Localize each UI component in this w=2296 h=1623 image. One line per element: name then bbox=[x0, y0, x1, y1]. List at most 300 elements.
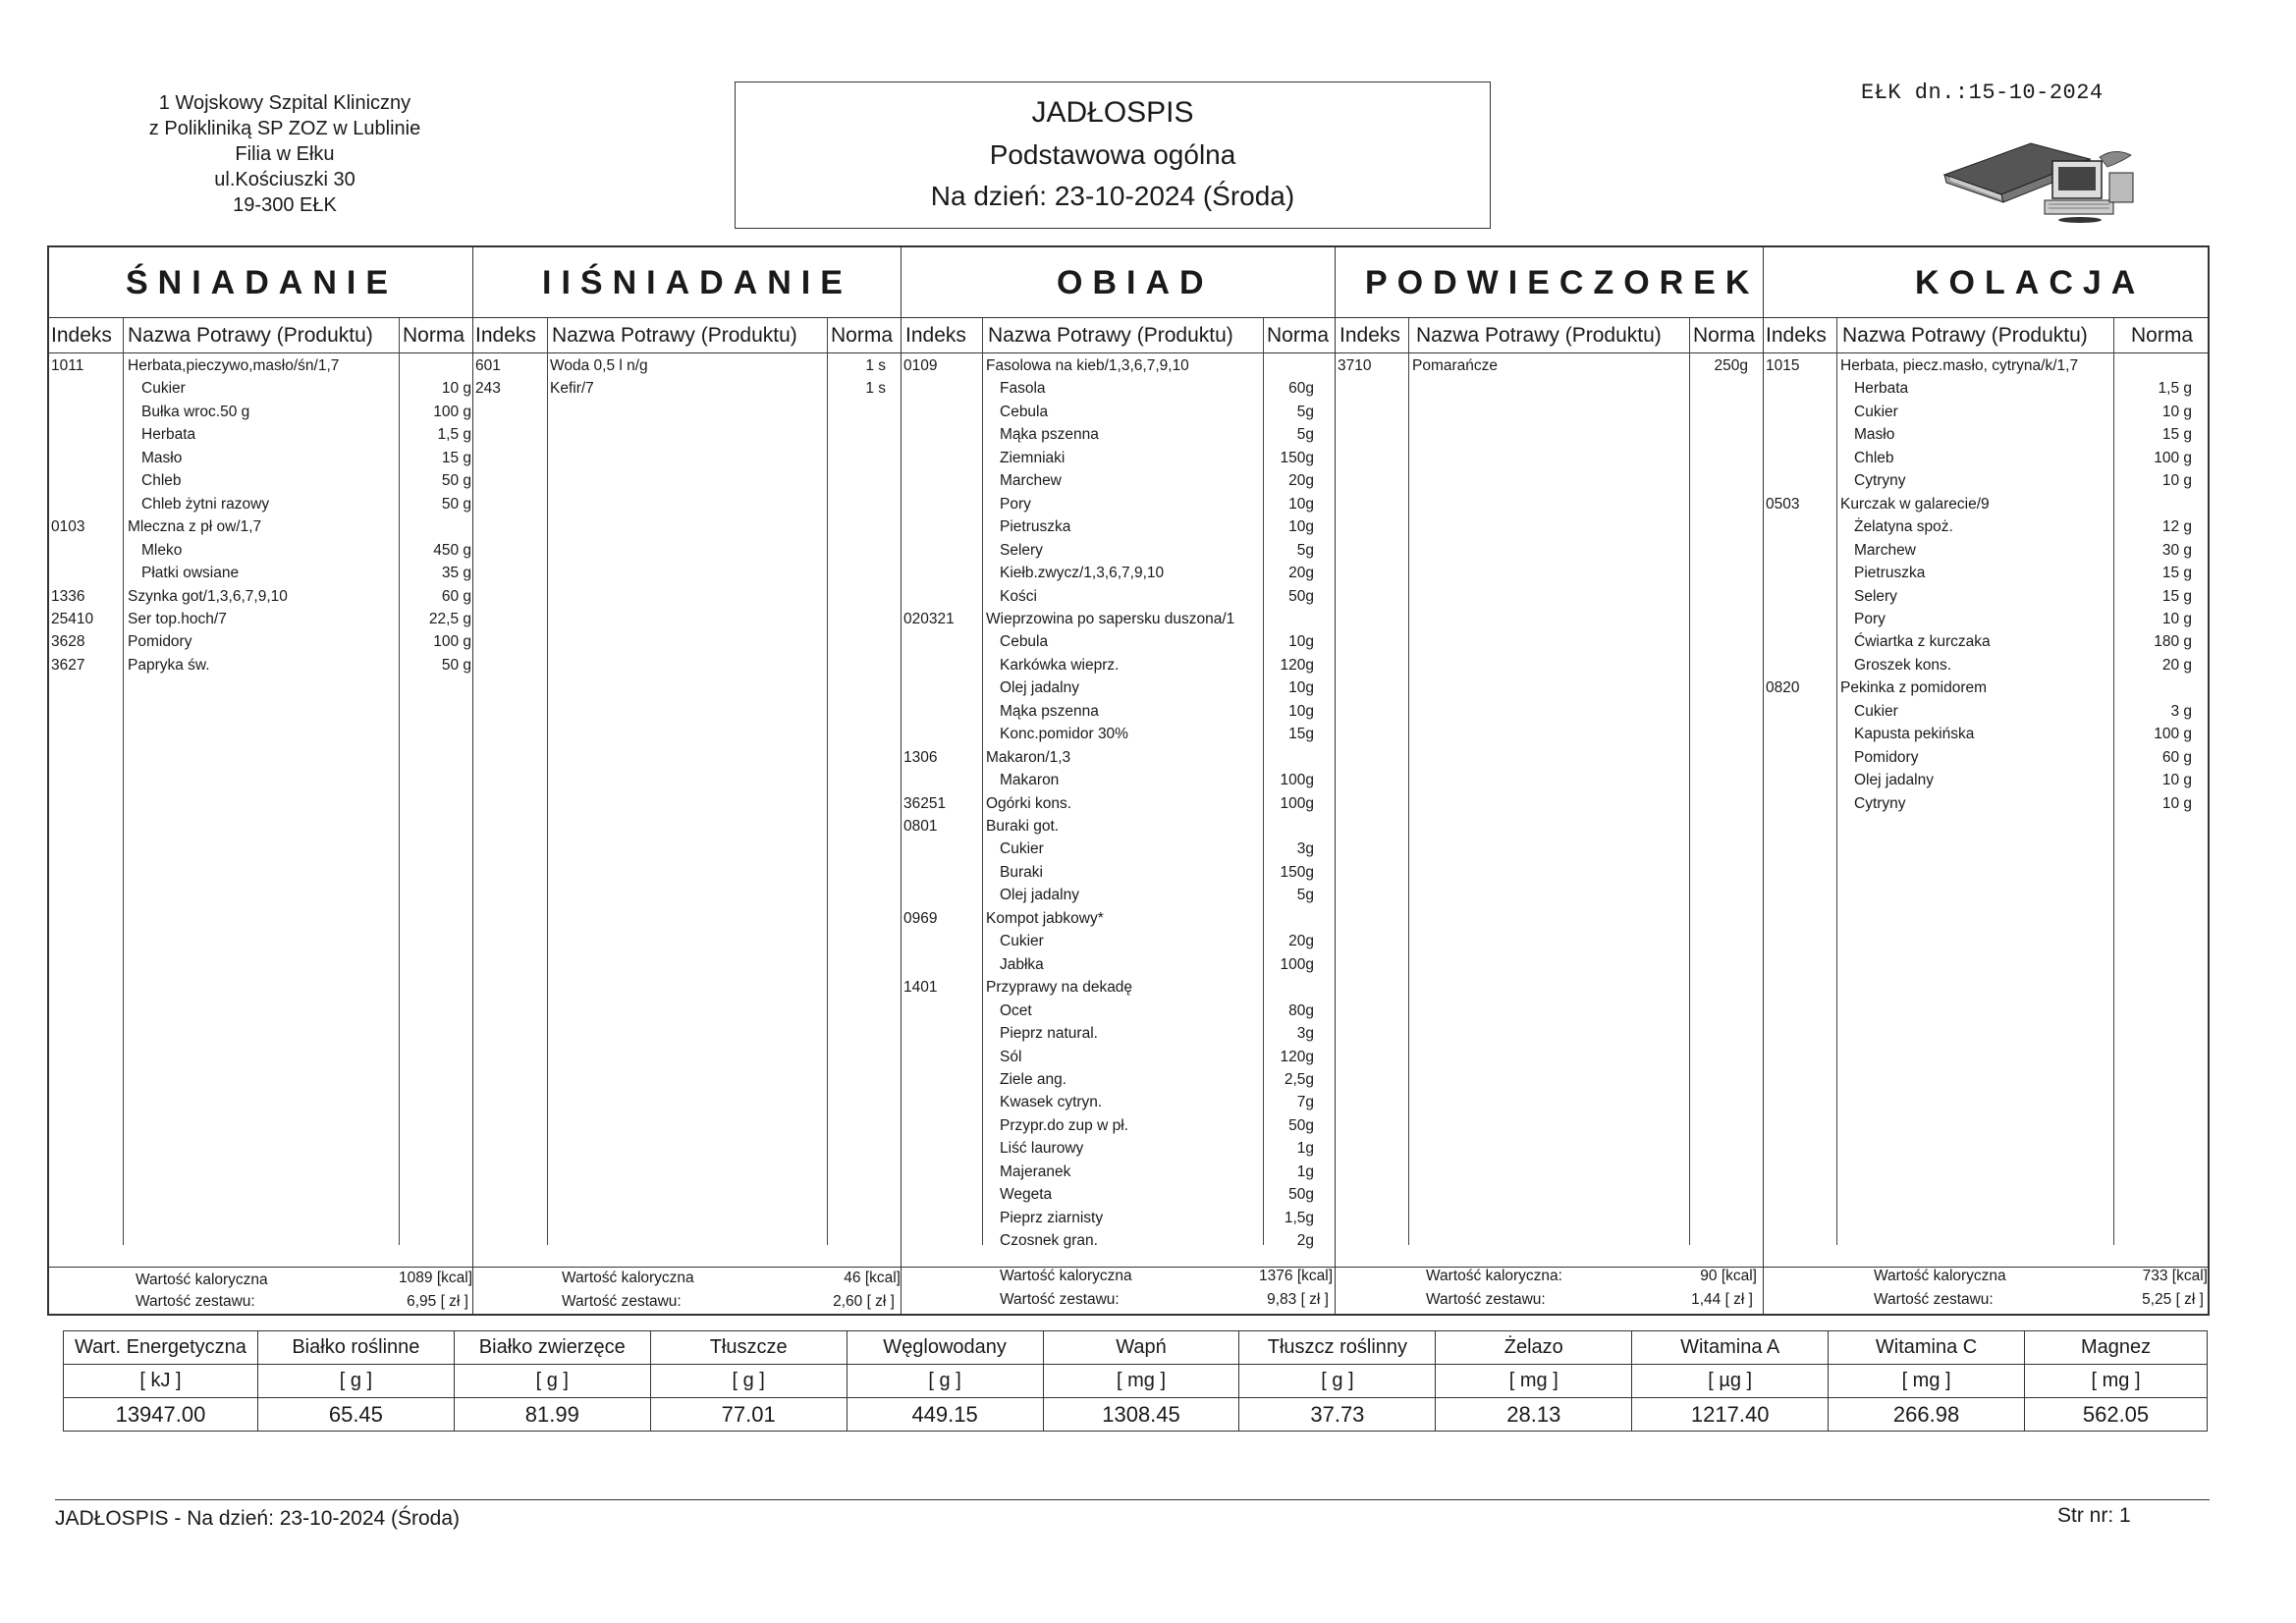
item-norm: 15 g bbox=[2161, 565, 2192, 582]
menu-item-row bbox=[1764, 380, 2208, 404]
ingredient-name: Pory bbox=[1854, 610, 1886, 627]
menu-item-row bbox=[49, 518, 472, 542]
nutrient-unit: [ g ] bbox=[257, 1365, 454, 1398]
norm-header: Norma bbox=[403, 324, 465, 347]
ingredient-name: Fasola bbox=[1000, 380, 1046, 398]
menu-item-row bbox=[902, 795, 1335, 819]
item-norm: 1,5g bbox=[1284, 1209, 1314, 1226]
menu-item-row bbox=[1764, 726, 2208, 749]
menu-item-row bbox=[902, 588, 1335, 612]
ingredient-name: Olej jadalny bbox=[1000, 679, 1079, 697]
item-norm: 12 g bbox=[2161, 518, 2192, 536]
ingredient-name: Jabłka bbox=[1000, 955, 1044, 973]
dish-name: Woda 0,5 l n/g bbox=[550, 357, 648, 374]
menu-item-row bbox=[902, 472, 1335, 496]
dish-name: Buraki got. bbox=[986, 818, 1060, 835]
menu-item-row bbox=[902, 1002, 1335, 1026]
nutrient-unit: [ kJ ] bbox=[64, 1365, 258, 1398]
item-norm: 3g bbox=[1296, 840, 1314, 858]
dish-name: Herbata,pieczywo,masło/śn/1,7 bbox=[128, 357, 340, 374]
ingredient-name: Czosnek gran. bbox=[1000, 1232, 1098, 1250]
menu-item-row bbox=[49, 472, 472, 496]
menu-item-row bbox=[902, 450, 1335, 473]
index-header: Indeks bbox=[475, 324, 536, 347]
item-norm: 50 g bbox=[441, 656, 471, 674]
ingredient-name: Cukier bbox=[1854, 702, 1898, 720]
menu-item-row bbox=[1764, 450, 2208, 473]
item-norm: 450 g bbox=[433, 541, 471, 559]
item-norm: 150g bbox=[1280, 449, 1314, 466]
meal-title: ŚNIADANIE bbox=[49, 247, 472, 318]
column-header-row bbox=[473, 318, 901, 353]
nutrient-value: 13947.00 bbox=[64, 1398, 258, 1432]
norm-header: Norma bbox=[2131, 324, 2194, 347]
nutrient-unit: [ g ] bbox=[650, 1365, 847, 1398]
kcal-value: 1089 [kcal] bbox=[399, 1270, 472, 1286]
cost-label: Wartość zestawu: bbox=[136, 1293, 255, 1310]
hospital-address bbox=[88, 90, 481, 218]
cost-value: 9,83 [ zł ] bbox=[1267, 1291, 1329, 1308]
ingredient-name: Wegeta bbox=[1000, 1186, 1053, 1204]
item-norm: 20g bbox=[1288, 565, 1314, 582]
ingredient-name: Cukier bbox=[1000, 933, 1044, 950]
item-index: 3710 bbox=[1338, 357, 1372, 374]
item-norm: 20 g bbox=[2161, 656, 2192, 674]
diet-name: Podstawowa ogólna bbox=[989, 139, 1236, 170]
item-index: 0801 bbox=[903, 818, 938, 835]
nutrient-label: Tłuszcze bbox=[650, 1331, 847, 1365]
nutrient-unit: [ g ] bbox=[1239, 1365, 1436, 1398]
item-norm: 3 g bbox=[2170, 702, 2192, 720]
menu-item-row bbox=[1764, 679, 2208, 703]
kcal-value: 46 [kcal] bbox=[844, 1270, 901, 1286]
computer-book-logo-icon bbox=[1942, 137, 2139, 226]
item-norm: 10 g bbox=[2161, 472, 2192, 490]
ingredient-name: Cytryny bbox=[1854, 472, 1906, 490]
item-norm: 15g bbox=[1288, 726, 1314, 743]
item-norm: 150g bbox=[1280, 863, 1314, 881]
nutrient-value: 562.05 bbox=[2025, 1398, 2208, 1432]
nutrient-unit: [ µg ] bbox=[1632, 1365, 1829, 1398]
dish-name: Mleczna z pł ow/1,7 bbox=[128, 518, 262, 536]
item-norm: 120g bbox=[1280, 1048, 1314, 1065]
item-norm: 60 g bbox=[441, 587, 471, 605]
nutrient-label: Wart. Energetyczna bbox=[64, 1331, 258, 1365]
norm-header: Norma bbox=[1693, 324, 1756, 347]
menu-item-row bbox=[902, 357, 1335, 381]
menu-item-row bbox=[1764, 703, 2208, 727]
item-norm: 100g bbox=[1280, 772, 1314, 789]
item-index: 25410 bbox=[51, 610, 94, 627]
item-norm: 1 s bbox=[865, 380, 886, 398]
item-norm: 50g bbox=[1288, 1186, 1314, 1204]
menu-item-row bbox=[902, 518, 1335, 542]
item-norm: 30 g bbox=[2161, 541, 2192, 559]
ingredient-name: Sól bbox=[1000, 1048, 1022, 1065]
item-index: 3628 bbox=[51, 633, 85, 651]
nutrient-value: 1217.40 bbox=[1632, 1398, 1829, 1432]
menu-item-row bbox=[1764, 749, 2208, 773]
column-header-row bbox=[49, 318, 472, 353]
item-norm: 1g bbox=[1296, 1140, 1314, 1158]
item-norm: 100g bbox=[1280, 955, 1314, 973]
menu-item-row bbox=[902, 887, 1335, 910]
menu-item-row bbox=[902, 380, 1335, 404]
kcal-label: Wartość kaloryczna bbox=[1874, 1268, 2006, 1284]
item-index: 1011 bbox=[51, 357, 84, 374]
index-header: Indeks bbox=[1339, 324, 1400, 347]
item-index: 020321 bbox=[903, 610, 955, 627]
menu-item-row bbox=[902, 840, 1335, 864]
ingredient-name: Karkówka wieprz. bbox=[1000, 656, 1120, 674]
menu-item-row bbox=[1764, 772, 2208, 795]
nutrient-unit-row bbox=[64, 1365, 2208, 1398]
nutrient-label: Tłuszcz roślinny bbox=[1239, 1331, 1436, 1365]
item-norm: 100g bbox=[1280, 794, 1314, 812]
index-header: Indeks bbox=[1766, 324, 1827, 347]
menu-item-row bbox=[902, 772, 1335, 795]
norm-header: Norma bbox=[831, 324, 894, 347]
meal-column-dinner bbox=[1764, 247, 2208, 1314]
menu-item-row bbox=[902, 864, 1335, 888]
ingredient-name: Liść laurowy bbox=[1000, 1140, 1084, 1158]
dish-name: Kompot jabkowy* bbox=[986, 909, 1104, 927]
nutrient-value: 449.15 bbox=[847, 1398, 1043, 1432]
ingredient-name: Mąka pszenna bbox=[1000, 702, 1099, 720]
menu-item-row bbox=[902, 1071, 1335, 1095]
item-norm: 20g bbox=[1288, 933, 1314, 950]
ingredient-name: Płatki owsiane bbox=[141, 565, 240, 582]
nutrient-value-row bbox=[64, 1398, 2208, 1432]
item-norm: 10g bbox=[1288, 633, 1314, 651]
nutrient-label: Witamina C bbox=[1829, 1331, 2025, 1365]
menu-item-row bbox=[902, 1094, 1335, 1117]
ingredient-name: Mąka pszenna bbox=[1000, 426, 1099, 444]
menu-item-row bbox=[1764, 496, 2208, 519]
ingredient-name: Buraki bbox=[1000, 863, 1043, 881]
column-header-row bbox=[902, 318, 1335, 353]
item-norm: 1,5 g bbox=[437, 426, 471, 444]
menu-item-row bbox=[902, 404, 1335, 427]
item-norm: 100 g bbox=[2154, 449, 2192, 466]
ingredient-name: Bułka wroc.50 g bbox=[141, 403, 250, 420]
menu-item-row bbox=[1764, 542, 2208, 566]
menu-item-row bbox=[902, 1210, 1335, 1233]
kcal-value: 90 [kcal] bbox=[1700, 1268, 1757, 1284]
name-header: Nazwa Potrawy (Produktu) bbox=[1416, 324, 1662, 347]
ingredient-name: Pietruszka bbox=[1000, 518, 1071, 536]
item-norm: 120g bbox=[1280, 656, 1314, 674]
ingredient-name: Chleb bbox=[141, 472, 182, 490]
item-index: 0109 bbox=[903, 357, 938, 374]
ingredient-name: Cebula bbox=[1000, 403, 1049, 420]
menu-item-row bbox=[1764, 426, 2208, 450]
item-norm: 15 g bbox=[2161, 587, 2192, 605]
ingredient-name: Mleko bbox=[141, 541, 183, 559]
ingredient-name: Kości bbox=[1000, 587, 1037, 605]
ingredient-name: Cytryny bbox=[1854, 794, 1906, 812]
meal-title: KOLACJA bbox=[1764, 247, 2208, 318]
item-norm: 100 g bbox=[2154, 726, 2192, 743]
cost-label: Wartość zestawu: bbox=[1426, 1291, 1546, 1308]
item-norm: 10g bbox=[1288, 679, 1314, 697]
item-norm: 60g bbox=[1288, 380, 1314, 398]
menu-item-row bbox=[49, 496, 472, 519]
norm-header: Norma bbox=[1267, 324, 1330, 347]
menu-item-row bbox=[902, 956, 1335, 980]
meal-summary bbox=[1764, 1267, 2208, 1315]
meal-summary bbox=[902, 1267, 1335, 1315]
nutrient-unit: [ mg ] bbox=[2025, 1365, 2208, 1398]
ingredient-name: Kiełb.zwycz/1,3,6,7,9,10 bbox=[1000, 565, 1165, 582]
item-index: 0969 bbox=[903, 909, 938, 927]
ingredient-name: Masło bbox=[141, 449, 183, 466]
page-number: Str nr: 1 bbox=[2057, 1504, 2131, 1527]
ingredient-name: Groszek kons. bbox=[1854, 656, 1952, 674]
cost-value: 2,60 [ zł ] bbox=[833, 1293, 895, 1310]
nutrient-label: Żelazo bbox=[1436, 1331, 1632, 1365]
item-norm: 7g bbox=[1296, 1094, 1314, 1111]
document-title: JADŁOSPIS bbox=[1031, 96, 1194, 129]
nutrient-label: Magnez bbox=[2025, 1331, 2208, 1365]
item-norm: 10g bbox=[1288, 495, 1314, 513]
menu-item-row bbox=[1764, 565, 2208, 588]
menu-item-row bbox=[902, 749, 1335, 773]
hospital-line: ul.Kościuszki 30 bbox=[214, 169, 355, 190]
dish-name: Pekinka z pomidorem bbox=[1840, 679, 1988, 697]
dish-name: Ogórki kons. bbox=[986, 794, 1072, 812]
nutrient-label: Białko zwierzęce bbox=[454, 1331, 650, 1365]
ingredient-name: Konc.pomidor 30% bbox=[1000, 726, 1128, 743]
index-header: Indeks bbox=[905, 324, 966, 347]
footer-title: JADŁOSPIS - Na dzień: 23-10-2024 (Środa) bbox=[55, 1507, 461, 1530]
item-norm: 60 g bbox=[2161, 748, 2192, 766]
menu-item-row bbox=[49, 426, 472, 450]
menu-item-row bbox=[902, 496, 1335, 519]
ingredient-name: Majeranek bbox=[1000, 1163, 1071, 1180]
nutrient-unit: [ g ] bbox=[454, 1365, 650, 1398]
menu-item-row bbox=[902, 1140, 1335, 1163]
footer-divider bbox=[55, 1499, 2210, 1500]
dish-name: Kefir/7 bbox=[550, 380, 594, 398]
ingredient-name: Ćwiartka z kurczaka bbox=[1854, 633, 1991, 651]
menu-item-row bbox=[49, 542, 472, 566]
item-index: 1015 bbox=[1766, 357, 1800, 374]
menu-grid bbox=[47, 245, 2210, 1316]
menu-item-row bbox=[49, 611, 472, 634]
ingredient-name: Olej jadalny bbox=[1000, 887, 1079, 904]
item-norm: 10g bbox=[1288, 702, 1314, 720]
dish-name: Herbata, piecz.masło, cytryna/k/1,7 bbox=[1840, 357, 2079, 374]
ingredient-name: Ziele ang. bbox=[1000, 1070, 1067, 1088]
item-norm: 1 s bbox=[865, 357, 886, 374]
item-norm: 2g bbox=[1296, 1232, 1314, 1250]
cost-label: Wartość zestawu: bbox=[562, 1293, 682, 1310]
item-norm: 5g bbox=[1296, 426, 1314, 444]
menu-item-row bbox=[49, 657, 472, 680]
name-header: Nazwa Potrawy (Produktu) bbox=[1842, 324, 2088, 347]
meal-column-afternoon-snack bbox=[1336, 247, 1764, 1314]
item-norm: 1g bbox=[1296, 1163, 1314, 1180]
item-norm: 10 g bbox=[2161, 772, 2192, 789]
menu-item-row bbox=[902, 426, 1335, 450]
hospital-line: Filia w Ełku bbox=[235, 143, 335, 165]
item-norm: 5g bbox=[1296, 887, 1314, 904]
column-header-row bbox=[1764, 318, 2208, 353]
ingredient-name: Cukier bbox=[1854, 403, 1898, 420]
name-header: Nazwa Potrawy (Produktu) bbox=[988, 324, 1233, 347]
menu-item-row bbox=[1336, 357, 1763, 381]
menu-item-row bbox=[902, 565, 1335, 588]
index-header: Indeks bbox=[51, 324, 112, 347]
ingredient-name: Pietruszka bbox=[1854, 565, 1926, 582]
dish-name: Fasolowa na kieb/1,3,6,7,9,10 bbox=[986, 357, 1189, 374]
menu-item-row bbox=[902, 611, 1335, 634]
nutrient-label: Wapń bbox=[1043, 1331, 1239, 1365]
item-norm: 5g bbox=[1296, 403, 1314, 420]
item-norm: 250g bbox=[1714, 357, 1748, 374]
ingredient-name: Chleb żytni razowy bbox=[141, 495, 270, 513]
ingredient-name: Ocet bbox=[1000, 1001, 1032, 1019]
item-norm: 15 g bbox=[441, 449, 471, 466]
kcal-label: Wartość kaloryczna bbox=[136, 1271, 268, 1288]
ingredient-name: Makaron bbox=[1000, 772, 1060, 789]
item-norm: 180 g bbox=[2154, 633, 2192, 651]
name-header: Nazwa Potrawy (Produktu) bbox=[128, 324, 373, 347]
menu-item-row bbox=[1764, 518, 2208, 542]
menu-item-row bbox=[902, 1186, 1335, 1210]
meal-title: PODWIECZOREK bbox=[1336, 247, 1763, 318]
menu-date: Na dzień: 23-10-2024 (Środa) bbox=[930, 181, 1295, 211]
menu-item-row bbox=[473, 380, 901, 404]
ingredient-name: Cebula bbox=[1000, 633, 1049, 651]
kcal-label: Wartość kaloryczna bbox=[562, 1270, 694, 1286]
item-index: 601 bbox=[475, 357, 501, 374]
item-norm: 1,5 g bbox=[2158, 380, 2192, 398]
item-norm: 50 g bbox=[441, 495, 471, 513]
item-norm: 22,5 g bbox=[428, 610, 471, 627]
nutrient-label: Białko roślinne bbox=[257, 1331, 454, 1365]
ingredient-name: Ziemniaki bbox=[1000, 449, 1066, 466]
menu-item-row bbox=[902, 633, 1335, 657]
nutrient-unit: [ mg ] bbox=[1043, 1365, 1239, 1398]
cost-label: Wartość zestawu: bbox=[1874, 1291, 1994, 1308]
item-norm: 10 g bbox=[441, 380, 471, 398]
menu-item-row bbox=[902, 1025, 1335, 1049]
dish-name: Makaron/1,3 bbox=[986, 748, 1071, 766]
ingredient-name: Pieprz natural. bbox=[1000, 1025, 1098, 1043]
meal-summary bbox=[1336, 1267, 1763, 1315]
ingredient-name: Cukier bbox=[141, 380, 186, 398]
cost-value: 5,25 [ zł ] bbox=[2142, 1291, 2204, 1308]
cost-label: Wartość zestawu: bbox=[1000, 1291, 1120, 1308]
meal-title: OBIAD bbox=[902, 247, 1335, 318]
item-norm: 80g bbox=[1288, 1001, 1314, 1019]
kcal-label: Wartość kaloryczna: bbox=[1426, 1268, 1562, 1284]
menu-item-row bbox=[902, 542, 1335, 566]
menu-item-row bbox=[902, 703, 1335, 727]
menu-item-row bbox=[1764, 357, 2208, 381]
menu-item-row bbox=[1764, 472, 2208, 496]
item-norm: 35 g bbox=[441, 565, 471, 582]
meal-column-second-breakfast bbox=[473, 247, 902, 1314]
nutrient-value: 1308.45 bbox=[1043, 1398, 1239, 1432]
dish-name: Przyprawy na dekadę bbox=[986, 979, 1133, 997]
menu-item-row bbox=[902, 1232, 1335, 1256]
menu-item-row bbox=[902, 1117, 1335, 1141]
item-index: 1336 bbox=[51, 587, 85, 605]
item-norm: 20g bbox=[1288, 472, 1314, 490]
menu-item-row bbox=[49, 357, 472, 381]
menu-item-row bbox=[49, 404, 472, 427]
item-norm: 100 g bbox=[433, 633, 471, 651]
ingredient-name: Cukier bbox=[1000, 840, 1044, 858]
meal-column-lunch bbox=[902, 247, 1336, 1314]
menu-item-row bbox=[1764, 611, 2208, 634]
nutrient-value: 37.73 bbox=[1239, 1398, 1436, 1432]
nutrient-label-row bbox=[64, 1331, 2208, 1365]
nutrient-unit: [ mg ] bbox=[1436, 1365, 1632, 1398]
kcal-label: Wartość kaloryczna bbox=[1000, 1268, 1132, 1284]
item-index: 36251 bbox=[903, 794, 947, 812]
ingredient-name: Kapusta pekińska bbox=[1854, 726, 1975, 743]
cost-value: 6,95 [ zł ] bbox=[407, 1293, 468, 1310]
ingredient-name: Masło bbox=[1854, 426, 1895, 444]
ingredient-name: Selery bbox=[1854, 587, 1897, 605]
cost-value: 1,44 [ zł ] bbox=[1691, 1291, 1753, 1308]
meal-title: IIŚNIADANIE bbox=[473, 247, 901, 318]
nutrient-value: 81.99 bbox=[454, 1398, 650, 1432]
item-norm: 3g bbox=[1296, 1025, 1314, 1043]
item-index: 0503 bbox=[1766, 495, 1800, 513]
menu-item-row bbox=[902, 1049, 1335, 1072]
item-index: 3627 bbox=[51, 656, 85, 674]
dish-name: Szynka got/1,3,6,7,9,10 bbox=[128, 587, 288, 605]
item-index: 1306 bbox=[903, 748, 938, 766]
menu-item-row bbox=[902, 726, 1335, 749]
hospital-line: z Polikliniką SP ZOZ w Lublinie bbox=[148, 118, 421, 139]
dish-name: Papryka św. bbox=[128, 656, 210, 674]
menu-item-row bbox=[49, 565, 472, 588]
item-norm: 10 g bbox=[2161, 794, 2192, 812]
ingredient-name: Żelatyna spoż. bbox=[1854, 518, 1953, 536]
menu-item-row bbox=[49, 380, 472, 404]
menu-item-row bbox=[49, 588, 472, 612]
ingredient-name: Marchew bbox=[1854, 541, 1916, 559]
column-header-row bbox=[1336, 318, 1763, 353]
menu-item-row bbox=[902, 910, 1335, 934]
ingredient-name: Selery bbox=[1000, 541, 1043, 559]
item-index: 0820 bbox=[1766, 679, 1800, 697]
nutrient-label: Witamina A bbox=[1632, 1331, 1829, 1365]
nutrition-summary-table bbox=[63, 1330, 2208, 1432]
name-header: Nazwa Potrawy (Produktu) bbox=[552, 324, 797, 347]
menu-item-row bbox=[902, 1163, 1335, 1187]
item-norm: 10 g bbox=[2161, 403, 2192, 420]
menu-item-row bbox=[902, 657, 1335, 680]
ingredient-name: Herbata bbox=[141, 426, 196, 444]
hospital-line: 1 Wojskowy Szpital Kliniczny bbox=[158, 92, 411, 114]
item-norm: 5g bbox=[1296, 541, 1314, 559]
meal-summary bbox=[49, 1267, 472, 1315]
item-norm: 15 g bbox=[2161, 426, 2192, 444]
nutrient-label: Węglowodany bbox=[847, 1331, 1043, 1365]
ingredient-name: Marchew bbox=[1000, 472, 1062, 490]
ingredient-name: Pory bbox=[1000, 495, 1031, 513]
menu-item-row bbox=[473, 357, 901, 381]
meal-column-breakfast bbox=[49, 247, 473, 1314]
ingredient-name: Herbata bbox=[1854, 380, 1909, 398]
